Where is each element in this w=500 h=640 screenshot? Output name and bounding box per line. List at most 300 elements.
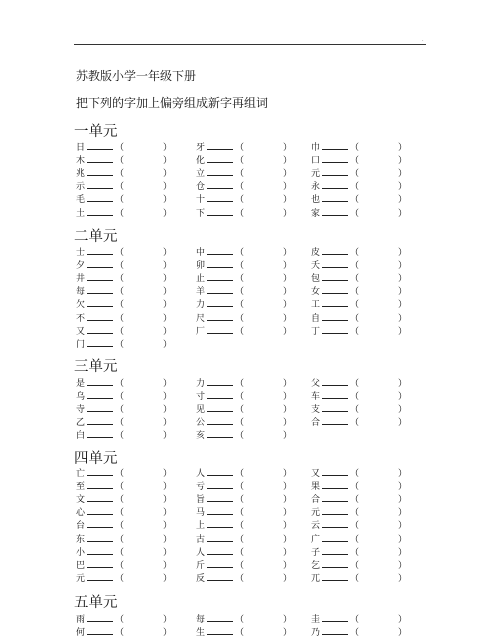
base-character: 圭 [311, 615, 321, 625]
top-rule [74, 44, 426, 45]
new-character-blank[interactable] [322, 271, 348, 281]
close-paren: ） [398, 469, 408, 479]
new-character-blank[interactable] [207, 428, 233, 438]
close-paren: ） [398, 615, 408, 625]
new-character-blank[interactable] [207, 324, 233, 334]
close-paren: ） [398, 534, 408, 545]
new-character-blank[interactable] [87, 415, 113, 425]
close-paren: ） [283, 469, 293, 479]
new-character-blank[interactable] [87, 532, 113, 542]
open-paren: （ [115, 521, 125, 532]
new-character-blank[interactable] [207, 245, 233, 255]
word-exercise-row [311, 612, 407, 625]
close-paren: ） [163, 248, 173, 258]
new-character-blank[interactable] [87, 192, 113, 202]
open-paren: （ [235, 521, 245, 532]
new-character-blank[interactable] [87, 140, 113, 150]
close-paren: ） [163, 534, 173, 545]
word-exercise-row [76, 466, 172, 479]
word-exercise-row [196, 505, 292, 518]
base-character: 广 [311, 534, 321, 545]
word-exercise-row [311, 402, 407, 415]
open-paren: （ [235, 628, 245, 639]
base-character: 文 [76, 495, 86, 506]
open-paren: （ [115, 418, 125, 429]
base-character: 上 [196, 521, 206, 532]
close-paren: ） [283, 274, 293, 285]
close-paren: ） [163, 482, 173, 493]
open-paren: （ [235, 195, 245, 206]
base-character: 乌 [76, 392, 86, 403]
open-paren: （ [350, 573, 360, 584]
new-character-blank[interactable] [87, 571, 113, 581]
open-paren: （ [350, 379, 360, 389]
base-character: 止 [196, 274, 206, 285]
word-exercise-row [76, 206, 172, 219]
close-paren: ） [163, 560, 173, 571]
new-character-blank[interactable] [207, 479, 233, 489]
new-character-blank[interactable] [207, 492, 233, 502]
word-exercise-row [76, 625, 172, 638]
close-paren: ） [163, 469, 173, 479]
unit-heading: 四单元 [74, 451, 118, 467]
new-character-blank[interactable] [87, 311, 113, 321]
new-character-blank[interactable] [322, 545, 348, 555]
word-exercise-row [311, 284, 407, 297]
close-paren: ） [283, 508, 293, 519]
base-character: 反 [196, 573, 206, 584]
word-exercise-row [311, 376, 407, 389]
new-character-blank[interactable] [322, 324, 348, 334]
open-paren: （ [350, 534, 360, 545]
word-exercise-row [196, 518, 292, 531]
word-exercise-row [76, 389, 172, 402]
new-character-blank[interactable] [322, 258, 348, 268]
base-character: 至 [76, 482, 86, 493]
open-paren: （ [115, 313, 125, 324]
open-paren: （ [235, 560, 245, 571]
new-character-blank[interactable] [87, 258, 113, 268]
base-character: 巾 [311, 143, 321, 153]
base-character: 夭 [311, 261, 321, 272]
base-character: 口 [311, 156, 321, 167]
word-exercise-row [196, 324, 292, 337]
new-character-blank[interactable] [322, 415, 348, 425]
close-paren: ） [398, 274, 408, 285]
open-paren: （ [115, 615, 125, 625]
open-paren: （ [115, 274, 125, 285]
base-character: 夕 [76, 261, 86, 272]
close-paren: ） [398, 248, 408, 258]
open-paren: （ [115, 573, 125, 584]
new-character-blank[interactable] [322, 612, 348, 622]
open-paren: （ [350, 469, 360, 479]
new-character-blank[interactable] [207, 571, 233, 581]
new-character-blank[interactable] [207, 518, 233, 528]
base-character: 土 [76, 208, 86, 219]
new-character-blank[interactable] [207, 311, 233, 321]
new-character-blank[interactable] [87, 166, 113, 176]
base-character: 车 [311, 392, 321, 403]
close-paren: ） [398, 547, 408, 558]
word-exercise-row [196, 284, 292, 297]
open-paren: （ [235, 169, 245, 180]
new-character-blank[interactable] [87, 324, 113, 334]
base-character: 毛 [76, 195, 86, 206]
close-paren: ） [283, 418, 293, 429]
new-character-blank[interactable] [87, 428, 113, 438]
word-exercise-row [196, 402, 292, 415]
new-character-blank[interactable] [207, 258, 233, 268]
close-paren: ） [398, 418, 408, 429]
base-character: 仓 [196, 182, 206, 193]
close-paren: ） [283, 431, 293, 442]
new-character-blank[interactable] [87, 558, 113, 568]
new-character-blank[interactable] [322, 558, 348, 568]
word-exercise-row [196, 479, 292, 492]
new-character-blank[interactable] [87, 297, 113, 307]
open-paren: （ [350, 248, 360, 258]
new-character-blank[interactable] [207, 402, 233, 412]
base-character: 立 [196, 169, 206, 180]
new-character-blank[interactable] [322, 571, 348, 581]
new-character-blank[interactable] [207, 376, 233, 386]
new-character-blank[interactable] [322, 166, 348, 176]
word-exercise-row [311, 492, 407, 505]
new-character-blank[interactable] [87, 479, 113, 489]
new-character-blank[interactable] [87, 505, 113, 515]
base-character: 子 [311, 547, 321, 558]
new-character-blank[interactable] [207, 284, 233, 294]
word-exercise-row [76, 245, 172, 258]
word-exercise-row [196, 206, 292, 219]
open-paren: （ [115, 339, 125, 350]
new-character-blank[interactable] [87, 179, 113, 189]
open-paren: （ [350, 156, 360, 167]
new-character-blank[interactable] [87, 612, 113, 622]
new-character-blank[interactable] [207, 179, 233, 189]
word-exercise-row [196, 245, 292, 258]
open-paren: （ [235, 573, 245, 584]
word-exercise-row [196, 389, 292, 402]
new-character-blank[interactable] [207, 612, 233, 622]
base-character: 皮 [311, 248, 321, 258]
open-paren: （ [115, 156, 125, 167]
base-character: 古 [196, 534, 206, 545]
close-paren: ） [163, 300, 173, 311]
new-character-blank[interactable] [87, 376, 113, 386]
close-paren: ） [283, 169, 293, 180]
close-paren: ） [398, 379, 408, 389]
open-paren: （ [115, 469, 125, 479]
close-paren: ） [163, 547, 173, 558]
close-paren: ） [163, 287, 173, 298]
close-paren: ） [283, 521, 293, 532]
new-character-blank[interactable] [87, 545, 113, 555]
base-character: 乙 [76, 418, 86, 429]
word-exercise-row [76, 297, 172, 310]
document-subtitle: 把下列的字加上偏旁组成新字再组词 [76, 96, 269, 110]
open-paren: （ [350, 208, 360, 219]
new-character-blank[interactable] [322, 284, 348, 294]
word-exercise-row [311, 389, 407, 402]
word-exercise-row [311, 479, 407, 492]
word-exercise-row [76, 324, 172, 337]
new-character-blank[interactable] [87, 466, 113, 476]
close-paren: ） [163, 418, 173, 429]
word-exercise-row [76, 492, 172, 505]
close-paren: ） [398, 195, 408, 206]
open-paren: （ [235, 392, 245, 403]
new-character-blank[interactable] [87, 337, 113, 347]
new-character-blank[interactable] [207, 206, 233, 216]
base-character: 包 [311, 274, 321, 285]
new-character-blank[interactable] [322, 479, 348, 489]
new-character-blank[interactable] [322, 311, 348, 321]
close-paren: ） [398, 143, 408, 153]
new-character-blank[interactable] [87, 271, 113, 281]
base-character: 化 [196, 156, 206, 167]
new-character-blank[interactable] [207, 466, 233, 476]
word-exercise-row [311, 545, 407, 558]
open-paren: （ [115, 326, 125, 337]
open-paren: （ [115, 431, 125, 442]
new-character-blank[interactable] [87, 402, 113, 412]
close-paren: ） [283, 547, 293, 558]
new-character-blank[interactable] [207, 532, 233, 542]
new-character-blank[interactable] [207, 192, 233, 202]
base-character: 见 [196, 405, 206, 416]
base-character: 人 [196, 547, 206, 558]
open-paren: （ [350, 521, 360, 532]
new-character-blank[interactable] [87, 625, 113, 635]
open-paren: （ [115, 547, 125, 558]
word-exercise-row [311, 571, 407, 584]
word-exercise-row [311, 179, 407, 192]
open-paren: （ [235, 313, 245, 324]
new-character-blank[interactable] [207, 271, 233, 281]
base-character: 心 [76, 508, 86, 519]
new-character-blank[interactable] [87, 492, 113, 502]
word-exercise-row [196, 625, 292, 638]
word-exercise-row [311, 245, 407, 258]
new-character-blank[interactable] [322, 389, 348, 399]
base-character: 力 [196, 379, 206, 389]
unit-heading: 二单元 [74, 229, 118, 245]
close-paren: ） [283, 326, 293, 337]
new-character-blank[interactable] [322, 492, 348, 502]
word-exercise-row [196, 271, 292, 284]
open-paren: （ [350, 169, 360, 180]
base-character: 马 [196, 508, 206, 519]
close-paren: ） [163, 169, 173, 180]
open-paren: （ [350, 143, 360, 153]
open-paren: （ [235, 326, 245, 337]
close-paren: ） [283, 615, 293, 625]
new-character-blank[interactable] [322, 376, 348, 386]
base-character: 果 [311, 482, 321, 493]
open-paren: （ [235, 495, 245, 506]
base-character: 白 [76, 431, 86, 442]
close-paren: ） [163, 431, 173, 442]
new-character-blank[interactable] [207, 166, 233, 176]
new-character-blank[interactable] [322, 466, 348, 476]
new-character-blank[interactable] [322, 140, 348, 150]
open-paren: （ [115, 195, 125, 206]
open-paren: （ [350, 628, 360, 639]
new-character-blank[interactable] [322, 297, 348, 307]
new-character-blank[interactable] [207, 545, 233, 555]
word-exercise-row [196, 492, 292, 505]
word-exercise-row [311, 311, 407, 324]
open-paren: （ [235, 469, 245, 479]
close-paren: ） [283, 392, 293, 403]
unit-heading: 五单元 [74, 595, 118, 611]
new-character-blank[interactable] [87, 153, 113, 163]
open-paren: （ [350, 547, 360, 558]
base-character: 自 [311, 313, 321, 324]
base-character: 示 [76, 182, 86, 193]
word-exercise-row [196, 466, 292, 479]
word-exercise-row [76, 518, 172, 531]
word-exercise-row [196, 297, 292, 310]
open-paren: （ [350, 418, 360, 429]
base-character: 每 [196, 615, 206, 625]
new-character-blank[interactable] [322, 153, 348, 163]
base-character: 尺 [196, 313, 206, 324]
base-character: 十 [196, 195, 206, 206]
word-exercise-row [311, 271, 407, 284]
base-character: 兆 [76, 169, 86, 180]
open-paren: （ [235, 482, 245, 493]
new-character-blank[interactable] [207, 625, 233, 635]
new-character-blank[interactable] [207, 505, 233, 515]
open-paren: （ [115, 169, 125, 180]
word-exercise-row [76, 558, 172, 571]
new-character-blank[interactable] [207, 415, 233, 425]
close-paren: ） [163, 628, 173, 639]
base-character: 雨 [76, 615, 86, 625]
close-paren: ） [398, 628, 408, 639]
new-character-blank[interactable] [322, 206, 348, 216]
open-paren: （ [115, 508, 125, 519]
open-paren: （ [235, 182, 245, 193]
open-paren: （ [235, 248, 245, 258]
word-exercise-row [76, 571, 172, 584]
base-character: 父 [311, 379, 321, 389]
open-paren: （ [235, 287, 245, 298]
new-character-blank[interactable] [87, 389, 113, 399]
base-character: 元 [311, 169, 321, 180]
new-character-blank[interactable] [322, 245, 348, 255]
close-paren: ） [163, 392, 173, 403]
close-paren: ） [283, 248, 293, 258]
close-paren: ） [398, 182, 408, 193]
new-character-blank[interactable] [207, 297, 233, 307]
close-paren: ） [283, 300, 293, 311]
word-exercise-row [196, 258, 292, 271]
new-character-blank[interactable] [322, 518, 348, 528]
base-character: 斤 [196, 560, 206, 571]
close-paren: ） [283, 313, 293, 324]
base-character: 欠 [76, 300, 86, 311]
open-paren: （ [115, 248, 125, 258]
open-paren: （ [350, 495, 360, 506]
new-character-blank[interactable] [207, 558, 233, 568]
new-character-blank[interactable] [207, 389, 233, 399]
close-paren: ） [283, 208, 293, 219]
base-character: 木 [76, 156, 86, 167]
close-paren: ） [398, 521, 408, 532]
unit-heading: 一单元 [74, 124, 118, 140]
open-paren: （ [115, 287, 125, 298]
new-character-blank[interactable] [322, 192, 348, 202]
base-character: 女 [311, 287, 321, 298]
open-paren: （ [115, 208, 125, 219]
word-exercise-row [311, 166, 407, 179]
open-paren: （ [235, 418, 245, 429]
close-paren: ） [398, 313, 408, 324]
close-paren: ） [398, 326, 408, 337]
word-exercise-row [311, 558, 407, 571]
close-paren: ） [163, 405, 173, 416]
open-paren: （ [235, 508, 245, 519]
open-paren: （ [350, 274, 360, 285]
word-exercise-row [76, 376, 172, 389]
close-paren: ） [283, 182, 293, 193]
new-character-blank[interactable] [322, 505, 348, 515]
word-exercise-row [196, 415, 292, 428]
close-paren: ） [163, 195, 173, 206]
new-character-blank[interactable] [207, 140, 233, 150]
base-character: 永 [311, 182, 321, 193]
base-character: 牙 [196, 143, 206, 153]
base-character: 何 [76, 628, 86, 639]
base-character: 公 [196, 418, 206, 429]
new-character-blank[interactable] [322, 179, 348, 189]
new-character-blank[interactable] [87, 245, 113, 255]
base-character: 门 [76, 339, 86, 350]
base-character: 力 [196, 300, 206, 311]
document-title: 苏教版小学一年级下册 [76, 69, 197, 83]
open-paren: （ [115, 534, 125, 545]
open-paren: （ [235, 274, 245, 285]
word-exercise-row [196, 153, 292, 166]
new-character-blank[interactable] [322, 625, 348, 635]
new-character-blank[interactable] [322, 402, 348, 412]
close-paren: ） [398, 261, 408, 272]
word-exercise-row [311, 258, 407, 271]
word-exercise-row [76, 337, 172, 350]
word-exercise-row [76, 179, 172, 192]
new-character-blank[interactable] [207, 153, 233, 163]
base-character: 寺 [76, 405, 86, 416]
new-character-blank[interactable] [322, 532, 348, 542]
close-paren: ） [283, 156, 293, 167]
new-character-blank[interactable] [87, 206, 113, 216]
word-exercise-row [76, 258, 172, 271]
base-character: 亥 [196, 431, 206, 442]
close-paren: ） [163, 573, 173, 584]
open-paren: （ [350, 508, 360, 519]
new-character-blank[interactable] [87, 284, 113, 294]
base-character: 生 [196, 628, 206, 639]
close-paren: ） [163, 156, 173, 167]
base-character: 中 [196, 248, 206, 258]
open-paren: （ [350, 392, 360, 403]
word-exercise-row [311, 206, 407, 219]
new-character-blank[interactable] [87, 518, 113, 528]
